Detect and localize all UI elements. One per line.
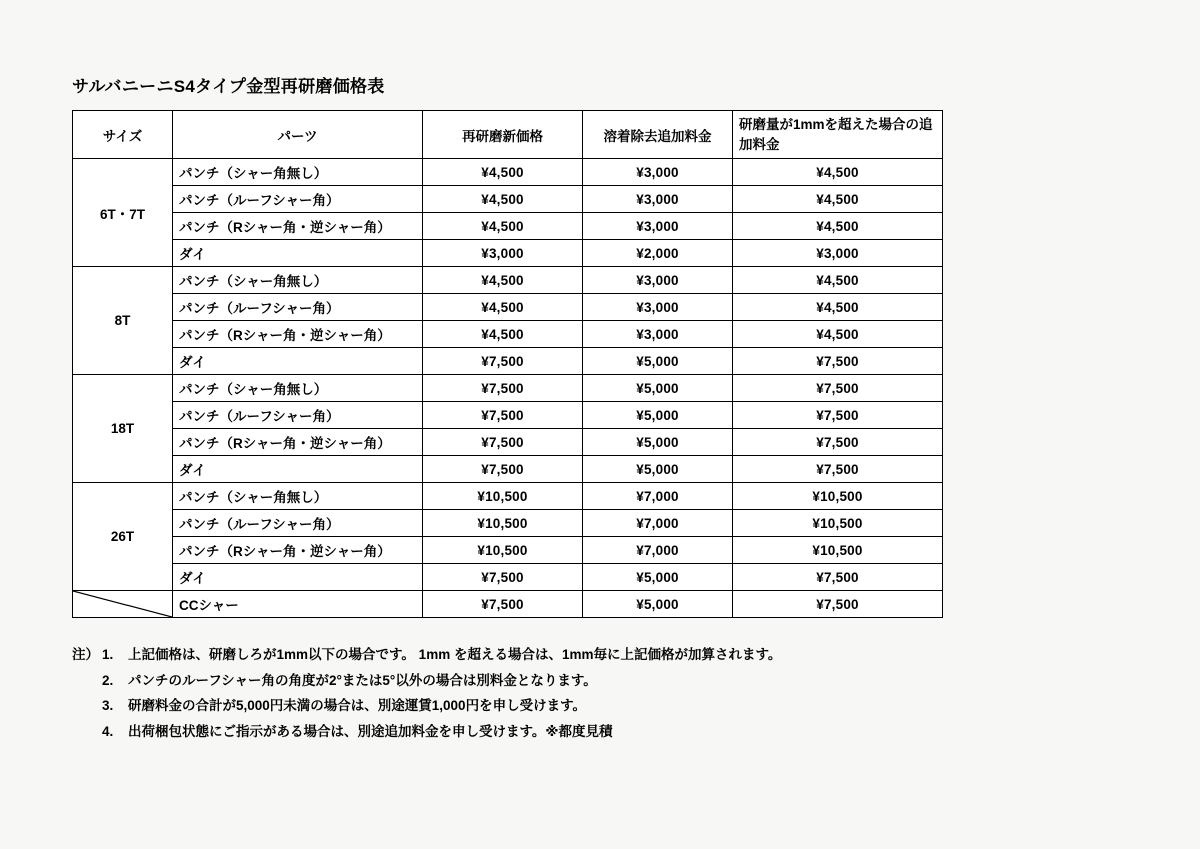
price-cell: ¥4,500	[423, 267, 583, 294]
table-row	[73, 456, 943, 483]
price-cell: ¥4,500	[423, 186, 583, 213]
parts-cell: パンチ（ルーフシャー角）	[173, 510, 423, 537]
price-cell: ¥4,500	[423, 159, 583, 186]
table-row	[73, 159, 943, 186]
table-row	[73, 186, 943, 213]
table-row	[73, 213, 943, 240]
parts-cell: パンチ（Rシャー角・逆シャー角）	[173, 429, 423, 456]
note-item	[72, 693, 972, 719]
note-lead-spacer	[72, 693, 102, 719]
weld-cell: ¥5,000	[583, 402, 733, 429]
price-cell: ¥7,500	[423, 564, 583, 591]
note-item	[72, 642, 972, 668]
price-cell: ¥4,500	[423, 213, 583, 240]
note-text: 出荷梱包状態にご指示がある場合は、別途追加料金を申し受けます。※都度見積	[128, 724, 613, 740]
size-group-cell: 26T	[73, 483, 173, 591]
over-cell: ¥10,500	[733, 510, 943, 537]
over-cell: ¥7,500	[733, 402, 943, 429]
weld-cell: ¥3,000	[583, 294, 733, 321]
diagonal-line-icon	[73, 591, 172, 617]
diagonal-slash-cell	[73, 591, 173, 618]
note-number: 1.	[102, 647, 114, 663]
column-header-over: 研磨量が1mmを超えた場合の追加料金	[733, 111, 943, 159]
column-header-price: 再研磨新価格	[423, 111, 583, 159]
table-row	[73, 402, 943, 429]
weld-cell: ¥5,000	[583, 591, 733, 618]
weld-cell: ¥5,000	[583, 456, 733, 483]
table-row	[73, 267, 943, 294]
size-group-cell: 8T	[73, 267, 173, 375]
note-text: パンチのルーフシャー角の角度が2°または5°以外の場合は別料金となります。	[128, 672, 597, 688]
note-text: 研磨料金の合計が5,000円未満の場合は、別途運賃1,000円を申し受けます。	[128, 698, 586, 714]
table-row	[73, 348, 943, 375]
price-cell: ¥4,500	[423, 294, 583, 321]
parts-cell: パンチ（ルーフシャー角）	[173, 402, 423, 429]
weld-cell: ¥3,000	[583, 213, 733, 240]
table-row	[73, 375, 943, 402]
note-number: 4.	[102, 724, 114, 740]
parts-cell: パンチ（ルーフシャー角）	[173, 294, 423, 321]
over-cell: ¥4,500	[733, 186, 943, 213]
price-cell: ¥10,500	[423, 510, 583, 537]
over-cell: ¥7,500	[733, 564, 943, 591]
price-cell: ¥7,500	[423, 348, 583, 375]
parts-cell: パンチ（Rシャー角・逆シャー角）	[173, 213, 423, 240]
parts-cell: パンチ（シャー角無し）	[173, 159, 423, 186]
table-row	[73, 483, 943, 510]
column-header-weld: 溶着除去追加料金	[583, 111, 733, 159]
table-row	[73, 510, 943, 537]
note-lead-spacer	[72, 668, 102, 694]
weld-cell: ¥5,000	[583, 564, 733, 591]
weld-cell: ¥3,000	[583, 267, 733, 294]
weld-cell: ¥3,000	[583, 159, 733, 186]
notes-section	[72, 642, 972, 745]
table-header-row	[73, 111, 943, 159]
size-group-cell: 6T・7T	[73, 159, 173, 267]
page-title: サルバニーニS4タイプ金型再研磨価格表	[72, 77, 385, 96]
over-cell: ¥4,500	[733, 159, 943, 186]
price-cell: ¥7,500	[423, 402, 583, 429]
weld-cell: ¥3,000	[583, 321, 733, 348]
over-cell: ¥10,500	[733, 483, 943, 510]
note-item	[72, 719, 972, 745]
price-cell: ¥7,500	[423, 456, 583, 483]
table-header	[73, 111, 943, 159]
size-group-cell: 18T	[73, 375, 173, 483]
over-cell: ¥7,500	[733, 591, 943, 618]
notes-lead-label: 注）	[72, 647, 99, 663]
table-row	[73, 429, 943, 456]
price-cell: ¥10,500	[423, 537, 583, 564]
over-cell: ¥3,000	[733, 240, 943, 267]
weld-cell: ¥7,000	[583, 510, 733, 537]
parts-cell: ダイ	[173, 564, 423, 591]
price-cell: ¥4,500	[423, 321, 583, 348]
price-cell: ¥7,500	[423, 429, 583, 456]
table-body	[73, 159, 943, 618]
price-cell: ¥7,500	[423, 375, 583, 402]
column-header-parts: パーツ	[173, 111, 423, 159]
price-table	[72, 110, 943, 618]
note-number: 3.	[102, 698, 114, 714]
table-row	[73, 240, 943, 267]
over-cell: ¥4,500	[733, 294, 943, 321]
parts-cell: パンチ（Rシャー角・逆シャー角）	[173, 321, 423, 348]
note-number: 2.	[102, 672, 114, 688]
price-cell: ¥10,500	[423, 483, 583, 510]
over-cell: ¥10,500	[733, 537, 943, 564]
table-row	[73, 537, 943, 564]
weld-cell: ¥7,000	[583, 483, 733, 510]
note-text: 上記価格は、研磨しろが1mm以下の場合です。 1mm を超える場合は、1mm毎に上記価格が加算されます。	[128, 647, 782, 663]
over-cell: ¥7,500	[733, 429, 943, 456]
parts-cell: パンチ（ルーフシャー角）	[173, 186, 423, 213]
table-row	[73, 591, 943, 618]
over-cell: ¥7,500	[733, 456, 943, 483]
weld-cell: ¥5,000	[583, 429, 733, 456]
parts-cell: ダイ	[173, 348, 423, 375]
over-cell: ¥7,500	[733, 375, 943, 402]
over-cell: ¥4,500	[733, 213, 943, 240]
note-lead-spacer	[72, 719, 102, 745]
price-cell: ¥7,500	[423, 591, 583, 618]
parts-cell: CCシャー	[173, 591, 423, 618]
note-item	[72, 668, 972, 694]
column-header-size: サイズ	[73, 111, 173, 159]
over-cell: ¥4,500	[733, 267, 943, 294]
weld-cell: ¥5,000	[583, 375, 733, 402]
weld-cell: ¥2,000	[583, 240, 733, 267]
parts-cell: ダイ	[173, 240, 423, 267]
parts-cell: ダイ	[173, 456, 423, 483]
parts-cell: パンチ（シャー角無し）	[173, 267, 423, 294]
weld-cell: ¥5,000	[583, 348, 733, 375]
weld-cell: ¥3,000	[583, 186, 733, 213]
weld-cell: ¥7,000	[583, 537, 733, 564]
parts-cell: パンチ（Rシャー角・逆シャー角）	[173, 537, 423, 564]
table-row	[73, 294, 943, 321]
price-cell: ¥3,000	[423, 240, 583, 267]
over-cell: ¥4,500	[733, 321, 943, 348]
parts-cell: パンチ（シャー角無し）	[173, 483, 423, 510]
over-cell: ¥7,500	[733, 348, 943, 375]
parts-cell: パンチ（シャー角無し）	[173, 375, 423, 402]
table-row	[73, 564, 943, 591]
table-row	[73, 321, 943, 348]
